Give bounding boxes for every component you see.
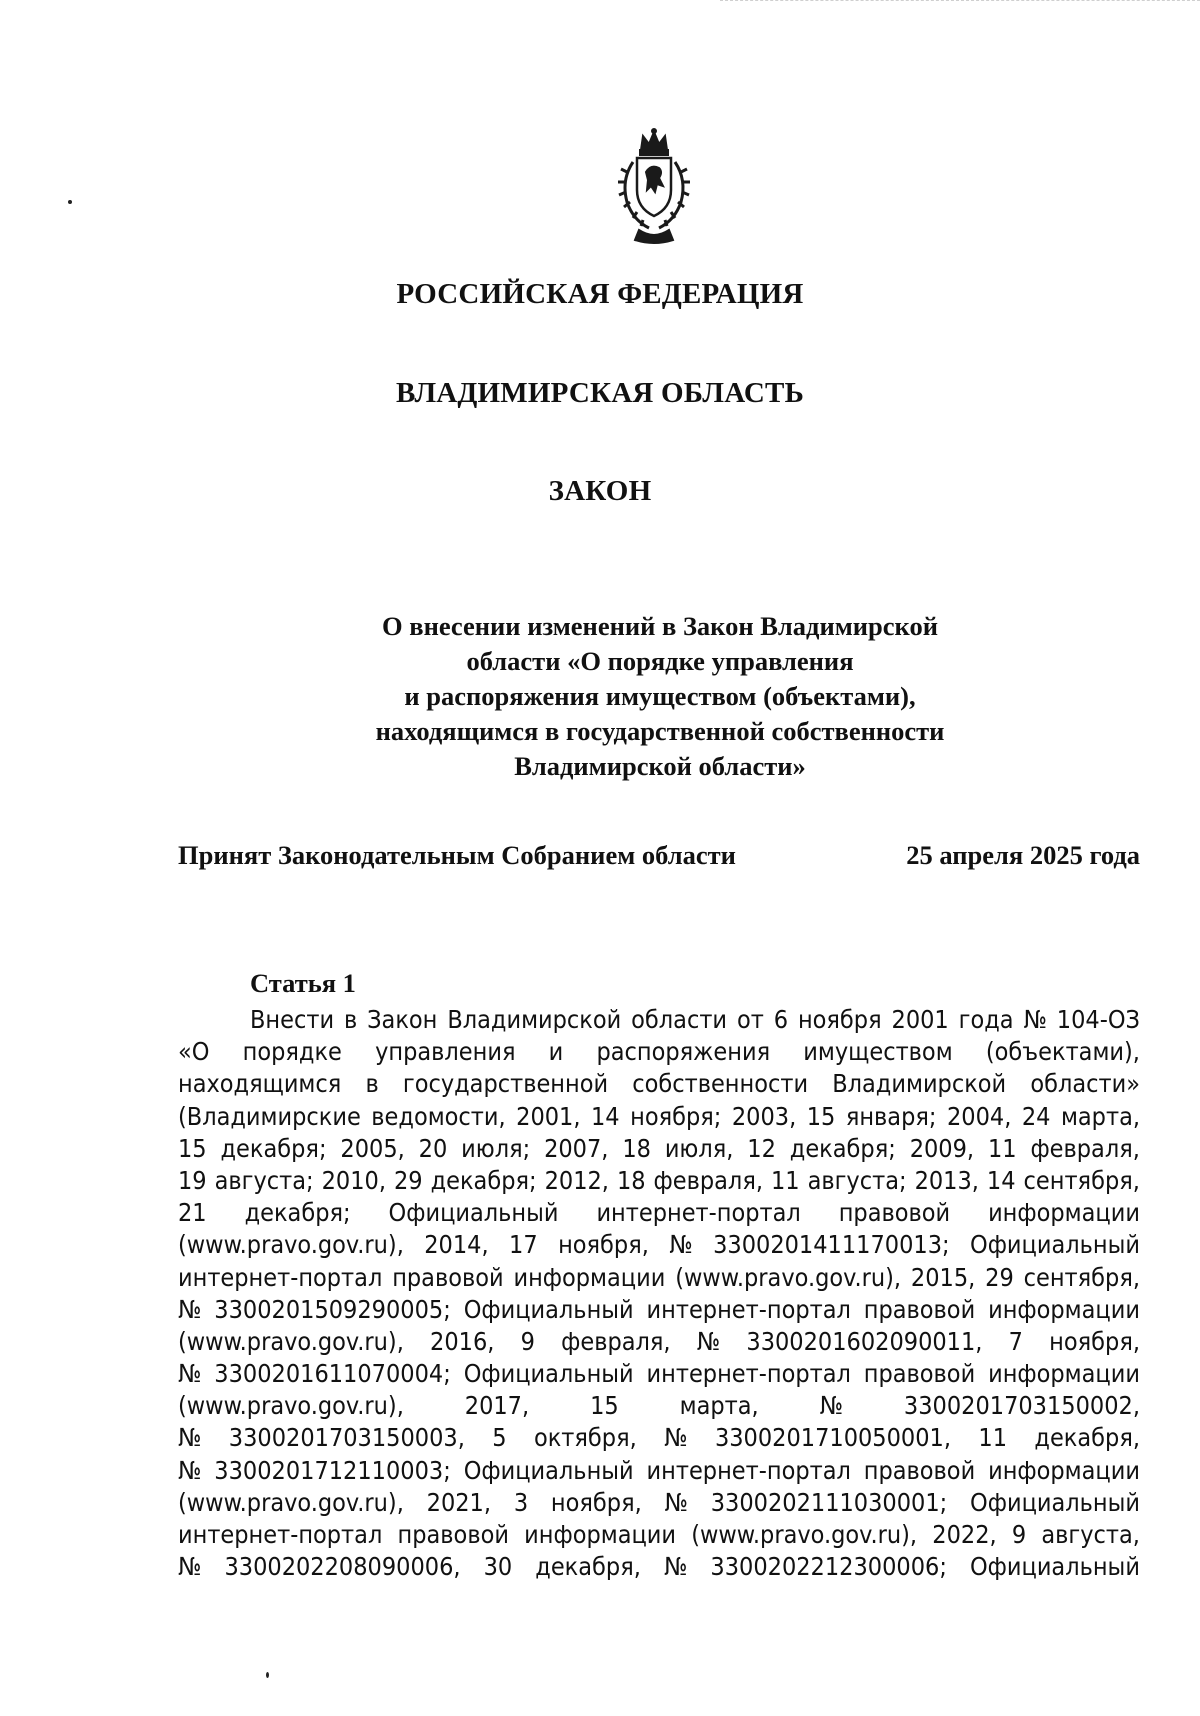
article-line: интернет-портал правовой информации (www.pravo.gov.ru), 2022, 9 августа, (178, 1520, 1140, 1549)
law-title-line: области «О порядке управления (466, 646, 854, 676)
article-line: № 3300202208090006, 30 декабря, № 3300202212300006; Официальный (178, 1552, 1140, 1582)
article-line: № 3300201509290005; Официальный интернет-портал правовой информации (178, 1294, 1140, 1324)
adoption-date: 25 апреля 2025 года (906, 840, 1140, 870)
article-line: (www.pravo.gov.ru), 2014, 17 ноября, № 3300201411170013; Официальный (178, 1230, 1140, 1260)
article-line: (www.pravo.gov.ru), 2017, 15 марта, № 3300201703150002, (178, 1391, 1140, 1421)
article-line: 15 декабря; 2005, 20 июля; 2007, 18 июля, 12 декабря; 2009, 11 февраля, (178, 1133, 1140, 1163)
law-title-line: находящимся в государственной собственности (375, 716, 945, 746)
doc-type-heading: ЗАКОН (548, 475, 652, 507)
law-title-line: Владимирской области» (514, 751, 806, 781)
article-line: 21 декабря; Официальный интернет-портал правовой информации (178, 1198, 1140, 1228)
article-heading: Статья 1 (250, 968, 356, 998)
scan-edge (720, 0, 1200, 2)
article-line: находящимся в государственной собственности Владимирской области» (178, 1069, 1140, 1099)
scan-speck (68, 200, 72, 204)
article-line: (www.pravo.gov.ru), 2016, 9 февраля, № 3300201602090011, 7 ноября, (178, 1326, 1140, 1356)
article-line: № 3300201703150003, 5 октября, № 3300201710050001, 11 декабря, (178, 1423, 1140, 1453)
federation-heading: РОССИЙСКАЯ ФЕДЕРАЦИЯ (396, 278, 804, 310)
law-title (300, 609, 1020, 784)
coat-of-arms-icon (613, 128, 695, 246)
scan-speck (266, 1672, 269, 1678)
law-title-line: и распоряжения имуществом (объектами), (404, 681, 916, 711)
article-line: № 3300201712110003; Официальный интернет-портал правовой информации (178, 1455, 1140, 1485)
article-line: интернет-портал правовой информации (www.pravo.gov.ru), 2015, 29 сентября, (178, 1262, 1140, 1292)
region-heading: ВЛАДИМИРСКАЯ ОБЛАСТЬ (396, 377, 804, 409)
article-body (178, 1004, 1140, 1583)
article-line: (Владимирские ведомости, 2001, 14 ноября; 2003, 15 января; 2004, 24 марта, (178, 1101, 1140, 1131)
law-title-line: О внесении изменений в Закон Владимирской (382, 611, 938, 641)
article-line: № 3300201611070004; Официальный интернет-портал правовой информации (178, 1359, 1140, 1389)
article-line: 19 августа; 2010, 29 декабря; 2012, 18 февраля, 11 августа; 2013, 14 сентября, (178, 1165, 1140, 1195)
article-line: (www.pravo.gov.ru), 2021, 3 ноября, № 3300202111030001; Официальный (178, 1487, 1140, 1517)
adopted-by: Принят Законодательным Собранием области (178, 840, 736, 870)
article-line: Внести в Закон Владимирской области от 6 ноября 2001 года № 104-ОЗ (250, 1005, 1140, 1034)
article-line: «О порядке управления и распоряжения имуществом (объектами), (178, 1037, 1140, 1067)
